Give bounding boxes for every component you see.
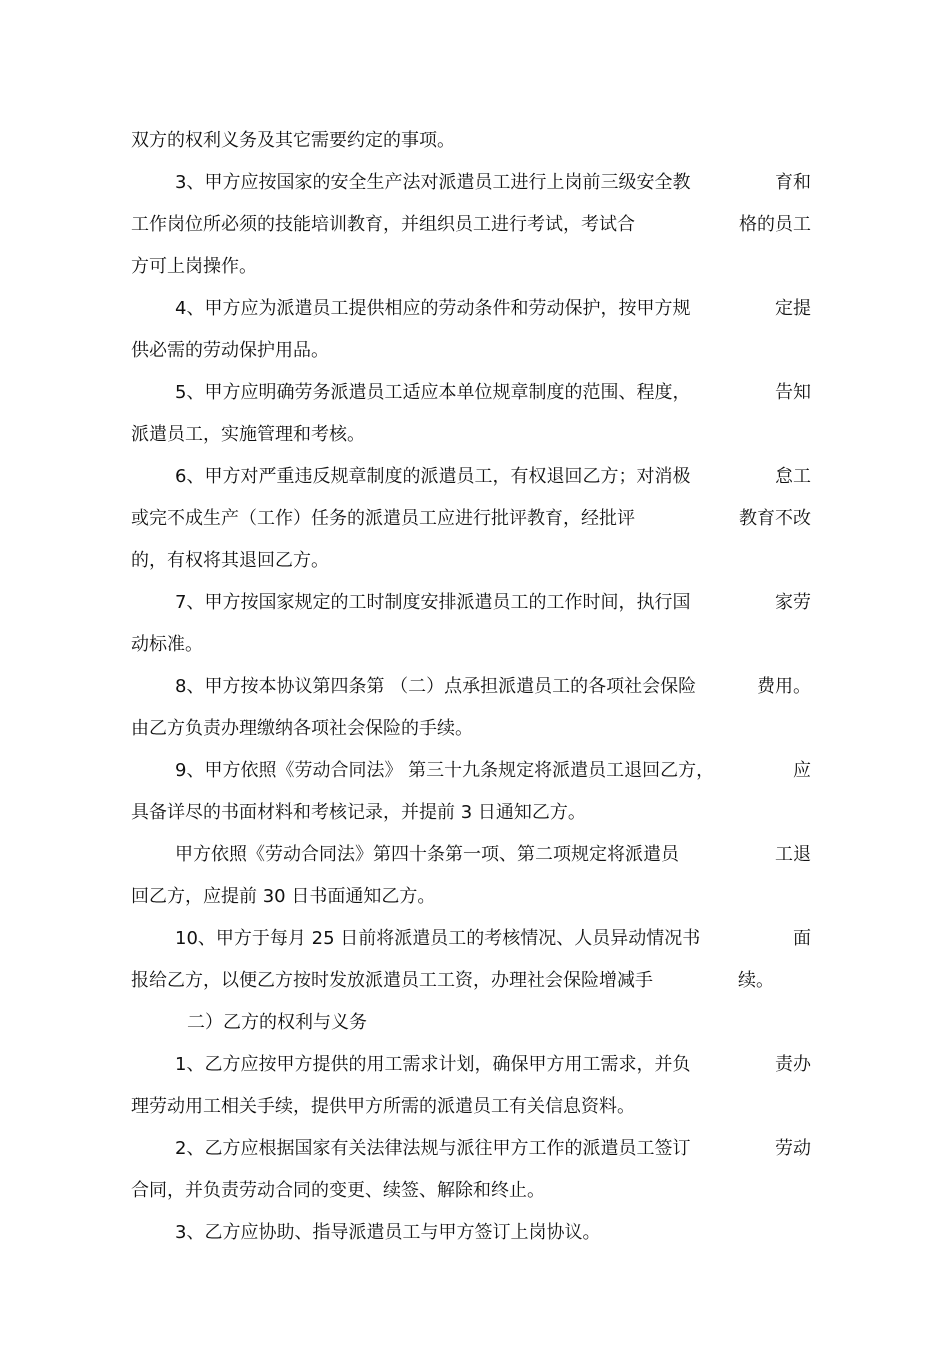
text-line: 供必需的劳动保护用品。 [131,340,329,361]
text-line: 7、甲方按国家规定的工时制度安排派遣员工的工作时间，执行国 家劳 [175,592,811,613]
text-line: 5、甲方应明确劳务派遣员工适应本单位规章制度的范围、程度， 告知 [175,382,811,403]
text-line: 9、甲方依照《劳动合同法》 第三十九条规定将派遣员工退回乙方， 应 [175,760,811,781]
text-line: 派遣员工，实施管理和考核。 [131,424,365,445]
text-line: 1、乙方应按甲方提供的用工需求计划，确保甲方用工需求，并负 责办 [175,1054,811,1075]
text-line: 工作岗位所必须的技能培训教育，并组织员工进行考试，考试合 格的员工 [131,214,811,235]
text-line: 由乙方负责办理缴纳各项社会保险的手续。 [131,718,473,739]
text-line: 合同，并负责劳动合同的变更、续签、解除和终止。 [131,1180,545,1201]
text-line: 4、甲方应为派遣员工提供相应的劳动条件和劳动保护，按甲方规 定提 [175,298,811,319]
text-line: 6、甲方对严重违反规章制度的派遣员工，有权退回乙方；对消极 怠工 [175,466,811,487]
text-line: 2、乙方应根据国家有关法律法规与派往甲方工作的派遣员工签订 劳动 [175,1138,811,1159]
text-line: 报给乙方，以便乙方按时发放派遣员工工资，办理社会保险增减手 续。 [131,970,774,991]
text-line: 甲方依照《劳动合同法》第四十条第一项、第二项规定将派遣员 工退 [175,844,811,865]
text-line: 理劳动用工相关手续，提供甲方所需的派遣员工有关信息资料。 [131,1096,635,1117]
text-line: 双方的权利义务及其它需要约定的事项。 [131,130,455,151]
text-line: 8、甲方按本协议第四条第 （二）点承担派遣员工的各项社会保险 费用。 [175,676,811,697]
text-line: 或完不成生产（工作）任务的派遣员工应进行批评教育，经批评 教育不改 [131,508,811,529]
text-line: 的，有权将其退回乙方。 [131,550,329,571]
text-line: 具备详尽的书面材料和考核记录，并提前 3 日通知乙方。 [131,802,586,823]
section-heading: 二）乙方的权利与义务 [187,1012,367,1033]
text-line: 3、甲方应按国家的安全生产法对派遣员工进行上岗前三级安全教 育和 [175,172,811,193]
text-line: 方可上岗操作。 [131,256,257,277]
text-line: 回乙方，应提前 30 日书面通知乙方。 [131,886,436,907]
text-line: 动标准。 [131,634,203,655]
text-line: 3、乙方应协助、指导派遣员工与甲方签订上岗协议。 [175,1222,601,1243]
text-line: 10、甲方于每月 25 日前将派遣员工的考核情况、人员异动情况书 面 [175,928,811,949]
